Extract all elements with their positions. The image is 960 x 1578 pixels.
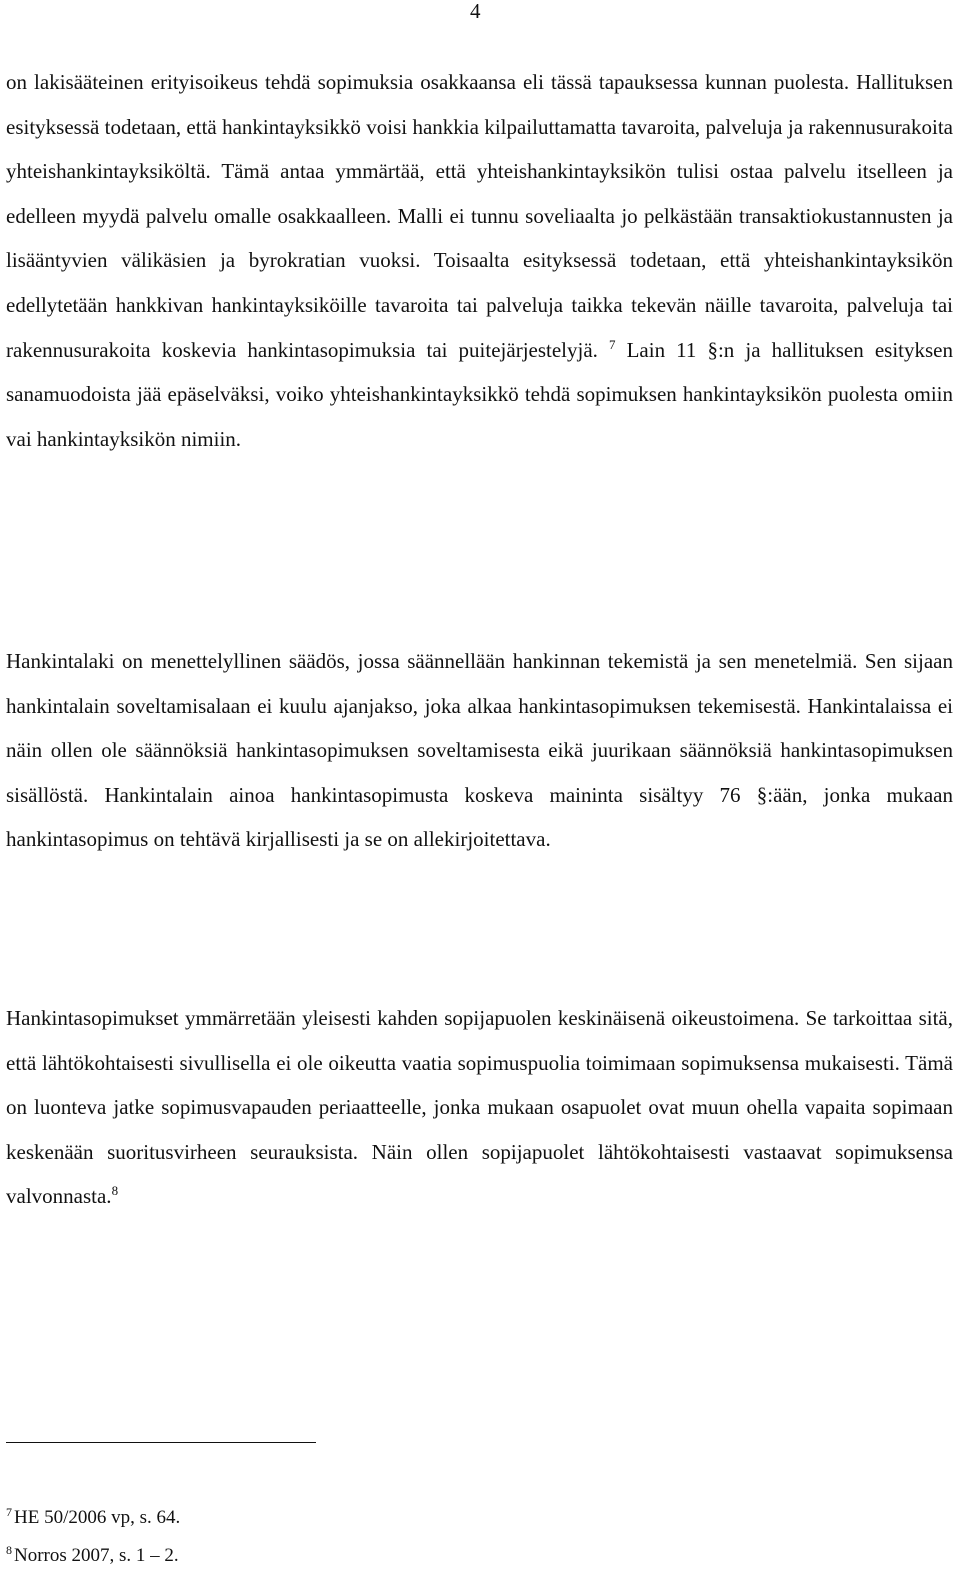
body-paragraph-1 bbox=[6, 60, 953, 461]
paragraph-1-text-a: on lakisääteinen erityisoikeus tehdä sopimuksia osakkaansa eli tässä tapauksessa kunnan puolesta. Hallituksen esityksessä todetaan, että hankintayksikkö voisi hankkia kilpailuttamatta tavaroita, palveluja ja rakennusurakoita yhteishankintayksiköltä. Tämä antaa ymmärtää, että yhteishankintayksikön tulisi ostaa palvelu itselleen ja edelleen myydä palvelu omalle osakkaalleen. Malli ei tunnu soveliaalta jo pelkästään transaktiokustannusten ja lisääntyvien välikäsien ja byrokratian vuoksi. Toisaalta esityksessä todetaan, että yhteishankintayksikön edellytetään hankkivan hankintayksiköille tavaroita tai palveluja taikka tekevän näille tavaroita, palveluja tai rakennusurakoita koskevia hankintasopimuksia tai puitejärjestelyjä. bbox=[6, 70, 953, 362]
paragraph-1-text-b: Lain 11 §:n ja hallituksen esityksen sanamuodoista jää epäselväksi, voiko yhteishankintayksikkö tehdä sopimuksen hankintayksikön puolesta omiin vai hankintayksikön nimiin. bbox=[6, 337, 953, 451]
footnote-7-text: HE 50/2006 vp, s. 64. bbox=[14, 1507, 181, 1528]
body-paragraph-2: Hankintalaki on menettelyllinen säädös, jossa säännellään hankinnan tekemistä ja sen menetelmiä. Sen sijaan hankintalain soveltamisalaan ei kuulu ajanjakso, joka alkaa hankintasopimuksen tekemisestä. Hankintalaissa ei näin ollen ole säännöksiä hankintasopimuksen soveltamisesta eikä juurikaan säännöksiä hankintasopimuksen sisällöstä. Hankintalain ainoa hankintasopimusta koskeva maininta sisältyy 76 §:ään, jonka mukaan hankintasopimus on tehtävä kirjallisesti ja se on allekirjoitettava. bbox=[6, 649, 953, 852]
footnote-ref-8[interactable]: 8 bbox=[111, 1183, 119, 1199]
footnote-8-number: 8 bbox=[6, 1542, 12, 1557]
paragraph-3-text: Hankintasopimukset ymmärretään yleisesti kahden sopijapuolen keskinäisenä oikeustoimena. Se tarkoittaa sitä, että lähtökohtaisesti sivullisella ei ole oikeutta vaatia sopimuspuolia toimimaan sopimuksensa mukaisesti. Tämä on luonteva jatke sopimusvapauden periaatteelle, jonka mukaan osapuolet ovat muun ohella vapaita sopimaan keskenään suoritusvirheen seurauksista. Näin ollen sopijapuolet lähtökohtaisesti vastaavat sopimuksensa valvonnasta. bbox=[6, 1006, 953, 1209]
footnote-7 bbox=[6, 1506, 180, 1530]
footnote-8-text: Norros 2007, s. 1 – 2. bbox=[14, 1545, 179, 1566]
body-paragraph-3 bbox=[6, 996, 953, 1219]
footnote-separator bbox=[6, 1442, 316, 1443]
footnote-7-number: 7 bbox=[6, 1504, 12, 1519]
page-number: 4 bbox=[470, 0, 481, 23]
footnote-ref-7[interactable]: 7 bbox=[609, 336, 616, 352]
footnote-8 bbox=[6, 1544, 179, 1568]
